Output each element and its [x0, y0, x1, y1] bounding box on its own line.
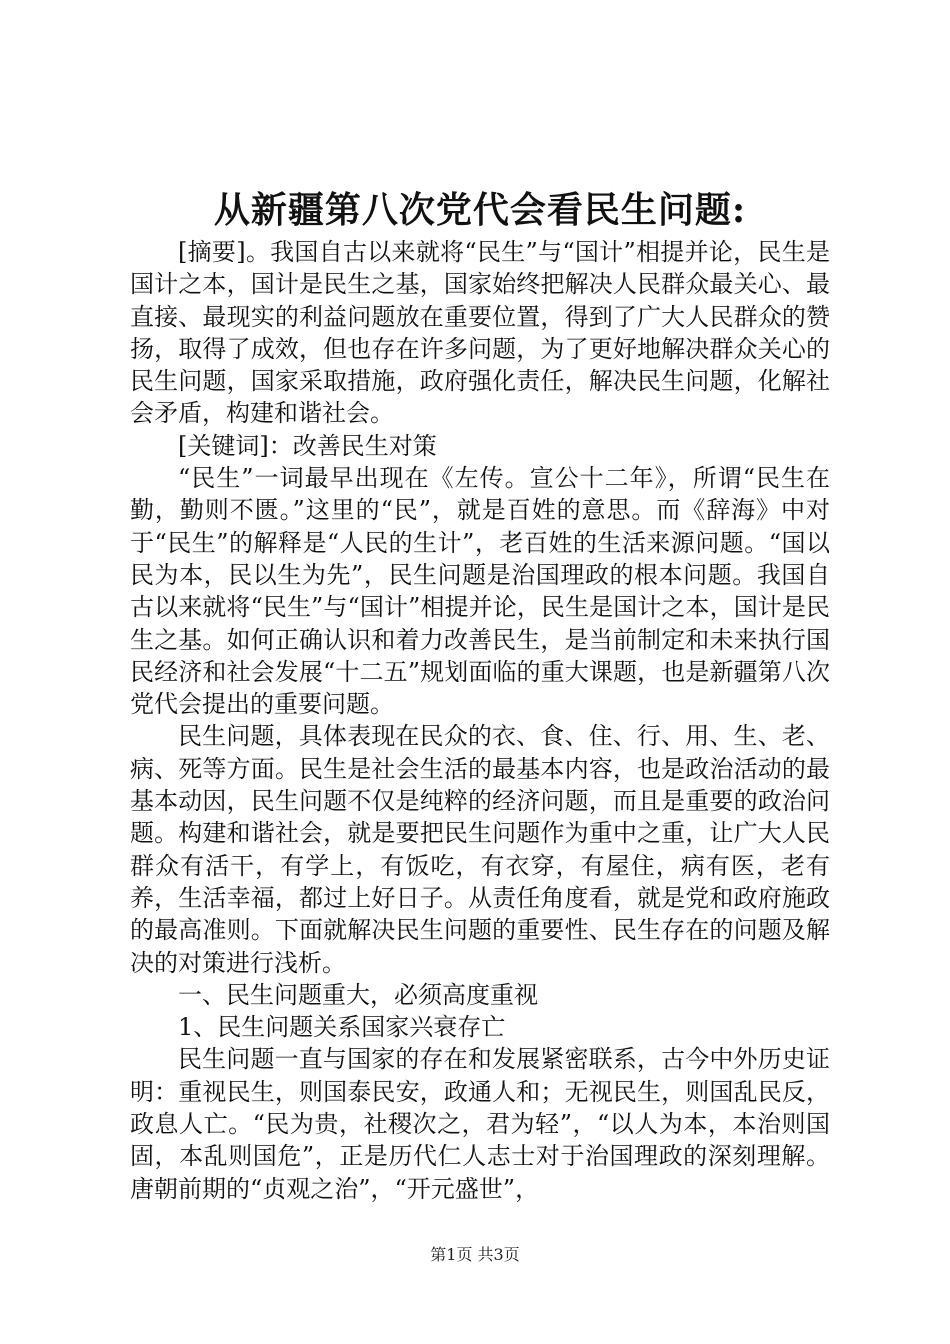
document-title: 从新疆第八次党代会看民生问题:	[213, 189, 747, 231]
page-footer: 第1页 共3页	[430, 1245, 520, 1264]
section-heading: 一、民生问题重大，必须高度重视	[178, 980, 538, 1009]
body-paragraph: 民生问题，具体表现在民众的衣、食、住、行、用、生、老、病、死等方面。民生是社会生活的最基本内容，也是政治活动的最基本动因，民生问题不仅是纯粹的经济问题，而且是重要的政治问题。构建和谐社会，就是要把民生问题作为重中之重，让广大人民群众有活干，有学上，有饭吃，有衣穿，有屋住，病有医，老有养，生活幸福，都过上好日子。从责任角度看，就是党和政府施政的最高准则。下面就解决民生问题的重要性、民生存在的问题及解决的对策进行浅析。	[130, 722, 830, 977]
body-paragraph: 民生问题一直与国家的存在和发展紧密联系，古今中外历史证明：重视民生，则国泰民安，政通人和；无视民生，则国乱民反，政息人亡。“民为贵，社稷次之，君为轻”，“以人为本，本治则国固，本乱则国危”，正是历代仁人志士对于治国理政的深刻理解。唐朝前期的“贞观之治”，“开元盛世”，	[130, 1045, 830, 1203]
keywords-line: [关键词]：改善民生对策	[178, 431, 437, 460]
body-paragraph: “民生”一词最早出现在《左传。宣公十二年》，所谓“民生在勤，勤则不匮。”这里的“民”，就是百姓的意思。而《辞海》中对于“民生”的解释是“人民的生计”，老百姓的生活来源问题。“国以民为本，民以生为先”，民生问题是治国理政的根本问题。我国自古以来就将“民生”与“国计”相提并论，民生是国计之本，国计是民生之基。如何正确认识和着力改善民生，是当前制定和未来执行国民经济和社会发展“十二五”规划面临的重大课题，也是新疆第八次党代会提出的重要问题。	[130, 464, 830, 719]
document-body	[130, 236, 830, 1205]
subsection-heading: 1、民生问题关系国家兴衰存亡	[178, 1013, 506, 1042]
abstract-paragraph: [摘要]。我国自古以来就将“民生”与“国计”相提并论，民生是国计之本，国计是民生之基，国家始终把解决人民群众最关心、最直接、最现实的利益问题放在重要位置，得到了广大人民群众的赞扬，取得了成效，但也存在许多问题，为了更好地解决群众关心的民生问题，国家采取措施，政府强化责任，解决民生问题，化解社会矛盾，构建和谐社会。	[130, 238, 830, 428]
